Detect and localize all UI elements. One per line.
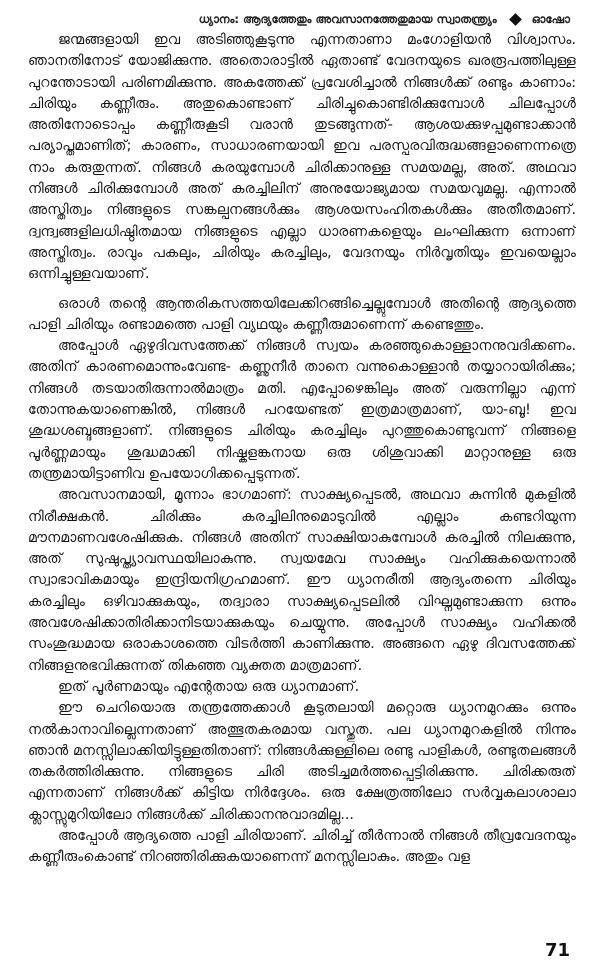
author-name: ഓഷോ: [531, 11, 570, 26]
paragraph: അപ്പോൾ ആദ്യത്തെ പാളി ചിരിയാണ്. ചിരിച്ച് തീർന്നാൽ നിങ്ങൾ തീവ്രവേദനയും കണ്ണീരുംകൊണ്ട് നിറഞ്ഞിരിക്കുകയാണെന്ന് മനസ്സിലാകും. അതും വള: [28, 827, 576, 866]
paragraph: അവസാനമായി, മൂന്നാം ഭാഗമാണ്: സാക്ഷ്യപ്പെടൽ, അഥവാ കുന്നിൻ മുകളിൽ നിരീക്ഷകൻ. ചിരിക്കും കരച്ചിലിനുമൊടുവിൽ എല്ലാം കണ്ടറിയുന്ന മൗനമാണവശേഷിക്കുക. നിങ്ങൾ അതിന് സാക്ഷിയാകുമ്പോൾ കരച്ചിൽ നിലക്കുന്നു, അത് സുഷുപ്ത്യാവസ്ഥയിലാകുന്നു. സ്വയമേവ സാക്ഷ്യം വഹിക്കുകയെന്നാൽ സ്വാഭാവികമായും ഇന്ദ്രിയനിഗ്രഹമാണ്. ഈ ധ്യാനരീതി ആദ്യംതന്നെ ചിരിയും കരച്ചിലും ഒഴിവാക്കുകയും, തദ്വാരാ സാക്ഷ്യപ്പെടലിൽ വിഘ്നമുണ്ടാക്കുന്ന ഒന്നും അവശേഷിക്കാതിരിക്കാനിടയാക്കുകയും ചെയ്യുന്നു. അപ്പോൾ സാക്ഷ്യം വഹിക്കൽ സംശുദ്ധമായ ഒരാകാശത്തെ വിടർത്തി കാണിക്കുന്നു. അങ്ങനെ ഏഴു ദിവസത്തേക്ക് നിങ്ങളനുഭവിക്കുന്നത് തികഞ്ഞ വ്യക്തത മാത്രമാണ്.: [28, 487, 576, 674]
paragraph: ഇത് പൂർണമായും എന്റേതായ ഒരു ധ്യാനമാണ്.: [58, 678, 360, 695]
paragraph: ജന്മങ്ങളായി ഇവ അടിഞ്ഞുകൂടുന്നു എന്നതാണാ മംഗോളിയൻ വിശ്വാസം. ഞാനതിനോട് യോജിക്കുന്നു. അതൊരാട്ടിൽ ഏതാണ്ട് വേദനയുടെ ഖരരൂപത്തിലുള്ള പുറന്തോടായി പരിണമിക്കുന്നു. അകത്തേക്ക് പ്രവേശിച്ചാൽ നിങ്ങൾക്ക് രണ്ടും കാണാം: ചിരിയും കണ്ണീരും. അതുകൊണ്ടാണ് ചിരിച്ചുകൊണ്ടിരിക്കുമ്പോൾ ചിലപ്പോൾ അതിനോടൊപ്പം കണ്ണീരുകൂടി വരാൻ തുടങ്ങുന്നത്- ആശയക്കുഴപ്പമുണ്ടാക്കാൻ പര്യാപ്തമാണിത്; കാരണം, സാധാരണയായി ഇവ പരസ്പരവിരുദ്ധങ്ങളാണെന്നത്രെ നാം കരുതുന്നത്. നിങ്ങൾ കരയുമ്പോൾ ചിരിക്കാനുള്ള സമയമല്ല, അത്. അഥവാ നിങ്ങൾ ചിരിക്കുമ്പോൾ അത് കരച്ചിലിന് അനുയോജ്യമായ സമയവുമല്ല. എന്നാൽ അസ്തിത്വം നിങ്ങളുടെ സങ്കല്പനങ്ങൾക്കും ആശയസംഹിതകൾക്കും അതീതമാണ്. ദ്വന്ദ്വങ്ങളിലധിഷ്ഠിതമായ നിങ്ങളുടെ എല്ലാ ധാരണകളെയും ലംഘിക്കുന്ന ഒന്നാണ് അസ്തിത്വം. രാവും പകലും, ചിരിയും കരച്ചിലും, വേദനയും നിർവൃതിയും ഇവയെല്ലാം ഒന്നിച്ചുള്ളവയാണ്.: [28, 32, 576, 283]
diamond-icon: [509, 13, 522, 26]
running-title: ധ്യാനം: ആദ്യത്തേതും അവസാനത്തേതുമായ സ്വാതന്ത്ര്യം: [198, 11, 497, 26]
page-number: 71: [544, 940, 570, 961]
paragraph: ഈ ചെറിയൊരു തന്ത്രത്തേക്കാൾ കൂടുതലായി മറ്റൊരു ധ്യാനമുറക്കും ഒന്നും നൽകാനാവില്ലെന്നതാണ് അത്ഭുതകരമായ വസ്തുത. പല ധ്യാനമുറകളിൽ നിന്നും ഞാൻ മനസ്സിലാക്കിയിട്ടുള്ളതിതാണ്: നിങ്ങൾക്കുള്ളിലെ രണ്ടു പാളികൾ, രണ്ടുതലങ്ങൾ തകർത്തിരിക്കുന്നു. നിങ്ങളുടെ ചിരി അടിച്ചമർത്തപ്പെട്ടിരിക്കുന്നു. ചിരിക്കരുത് എന്നതാണ് നിങ്ങൾക്ക് കിട്ടിയ നിർദ്ദേശം. ഒരു ക്ഷേത്രത്തിലോ സർവ്വകലാശാലാ ക്ലാസ്സുമുറിയിലോ നിങ്ങൾക്ക് ചിരിക്കാനനുവാദമില്ല...: [28, 700, 576, 823]
running-header: [150, 8, 570, 30]
paragraph: അപ്പോൾ ഏഴുദിവസത്തേക്ക് നിങ്ങൾ സ്വയം കരഞ്ഞുകൊള്ളാനനുവദിക്കണം. അതിന് കാരണമൊന്നുംവേണ്ട- കണ്ണുനീർ താനെ വന്നുകൊള്ളാൻ തയ്യാറായിരിക്കും; നിങ്ങൾ തടയാതിരുന്നാൽമാത്രം മതി. എപ്പോഴെങ്കിലും അത് വരുന്നില്ലാ എന്ന് തോന്നുകയാണെങ്കിൽ, നിങ്ങൾ പറയേണ്ടത് ഇത്രമാത്രമാണ്, യാ-ബൂ! ഇവ ശുദ്ധശബ്ദങ്ങളാണ്. നിങ്ങളുടെ ചിരിയും കരച്ചിലും പുറത്തുകൊണ്ടുവന്ന് നിങ്ങളെ പൂർണ്ണമായും ശുദ്ധമാക്കി നിഷ്കളങ്കനായ ഒരു ശിശുവാക്കി മാറ്റാനുള്ള ഒരു തന്ത്രമായിട്ടാണിവ ഉപയോഗിക്കപ്പെടുന്നത്.: [28, 338, 576, 482]
body-text: [28, 30, 576, 927]
paragraph: ഒരാൾ തന്റെ ആന്തരികസത്തയിലേക്കിറങ്ങിച്ചെല്ലുമ്പോൾ അതിന്റെ ആദ്യത്തെ പാളി ചിരിയും രണ്ടാമത്തെ പാളി വ്യഥയും കണ്ണീരുമാണെന്ന് കണ്ടെത്തും.: [28, 295, 576, 333]
